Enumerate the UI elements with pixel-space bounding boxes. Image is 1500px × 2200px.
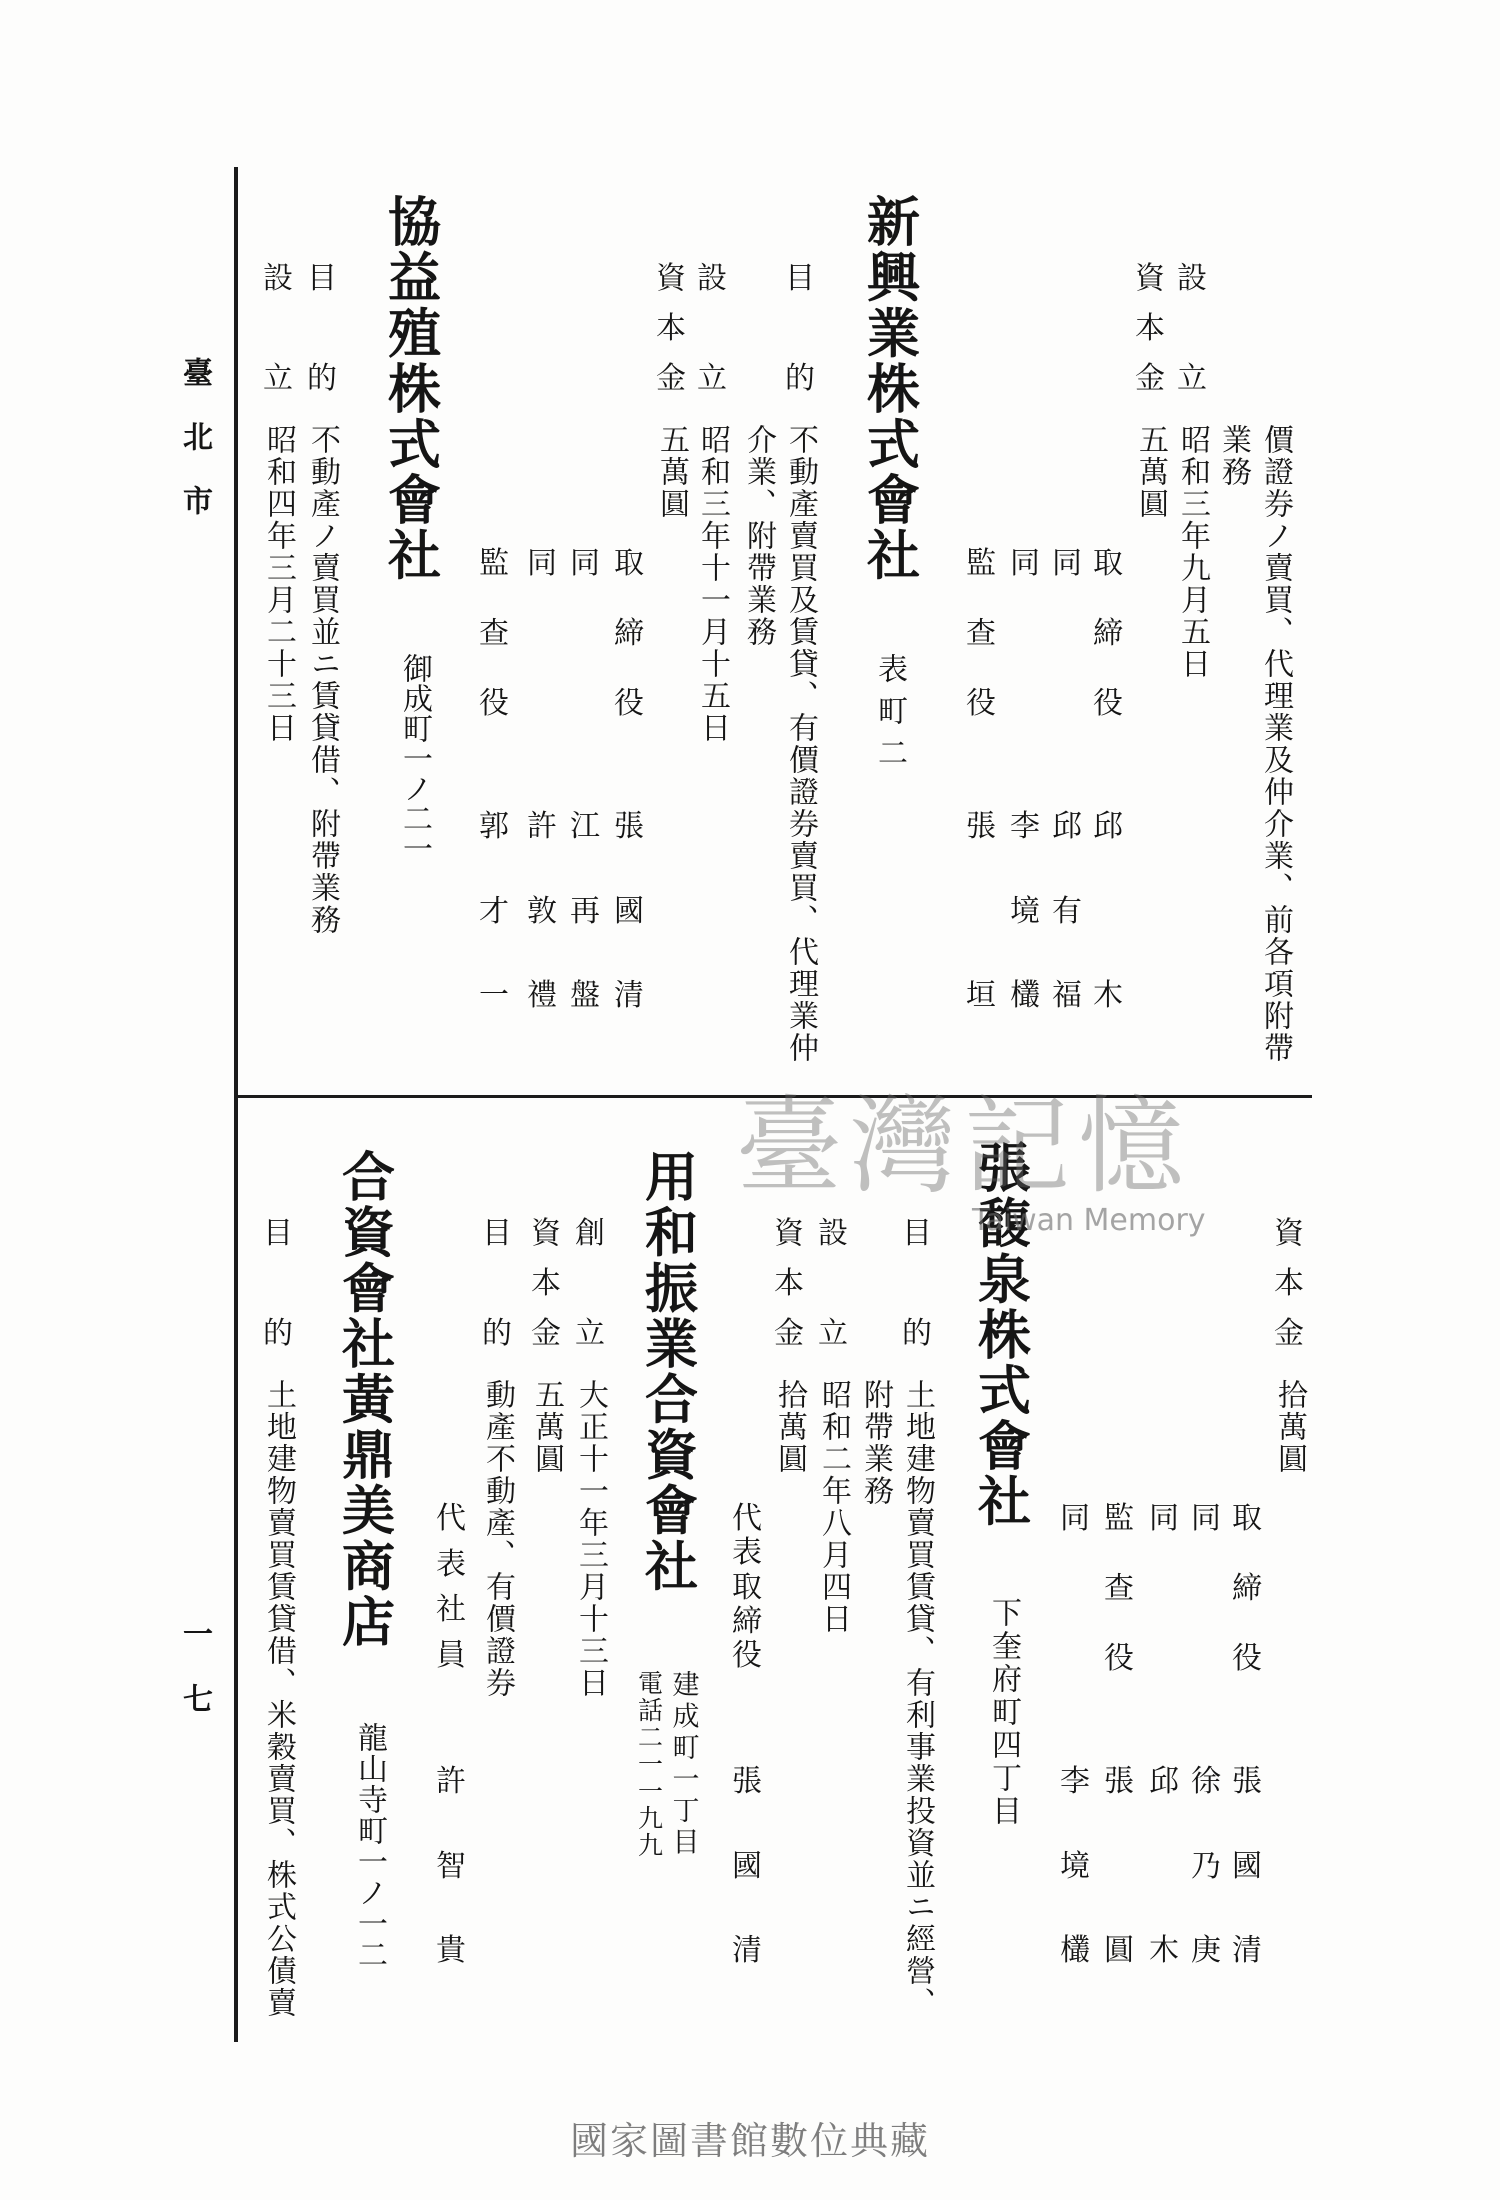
purpose-line: 介業、附帶業務 — [741, 424, 776, 648]
company-name-heading: 合資會社黃鼎美商店 — [333, 1149, 396, 1650]
glyph: 本 — [1274, 1266, 1304, 1301]
glyph: 禮 — [527, 978, 557, 1013]
glyph: 清 — [614, 978, 644, 1013]
glyph: 代 — [732, 1501, 762, 1536]
founded-date: 大正十一年三月十三日 — [573, 1379, 608, 1699]
glyph: 同 — [1149, 1501, 1179, 1536]
capital-amount: 五萬圓 — [1133, 424, 1168, 520]
officer-role — [1059, 1501, 1091, 1674]
glyph: 目 — [307, 261, 337, 296]
officer-name — [1009, 809, 1041, 1013]
capital-amount: 拾萬圓 — [1272, 1379, 1307, 1475]
page-number: 一七 — [177, 1618, 212, 1748]
officer-name — [965, 809, 997, 1013]
officer-role — [1148, 1501, 1180, 1674]
purpose-line: 附帶業務 — [858, 1379, 893, 1507]
glyph: 福 — [1052, 978, 1082, 1013]
glyph: 目 — [902, 1216, 932, 1251]
established-date: 昭和四年三月二十三日 — [261, 424, 296, 744]
officer-role — [478, 546, 510, 721]
glyph: 立 — [575, 1316, 605, 1351]
glyph: 國 — [614, 893, 644, 929]
glyph: 創 — [575, 1216, 605, 1251]
officer-role — [965, 546, 997, 721]
glyph: 同 — [570, 546, 600, 581]
glyph: 查 — [479, 616, 509, 651]
glyph: 役 — [732, 1638, 762, 1673]
glyph: 查 — [1104, 1571, 1134, 1606]
glyph: 立 — [1177, 361, 1207, 396]
officer-name — [1231, 1764, 1263, 1968]
officer-name — [1103, 1764, 1135, 1968]
glyph: 的 — [482, 1316, 512, 1351]
glyph: 役 — [1093, 686, 1123, 721]
glyph: 役 — [1232, 1641, 1262, 1676]
glyph: 木 — [1093, 978, 1123, 1013]
glyph: 本 — [531, 1266, 561, 1301]
watermark-logo-subtitle: Taiwan Memory — [972, 1203, 1206, 1238]
capital-label — [773, 1216, 805, 1351]
glyph: 監 — [479, 546, 509, 581]
purpose-label — [262, 1216, 294, 1351]
established-date: 昭和三年九月五日 — [1175, 424, 1210, 680]
glyph: 李 — [1060, 1764, 1090, 1799]
purpose-line: 不動產ノ賣買並ニ賃貸借、附帶業務 — [305, 424, 340, 936]
footer-collection-credit: 國家圖書館數位典藏 — [569, 2119, 931, 2163]
capital-label — [655, 261, 687, 396]
purpose-label — [901, 1216, 933, 1351]
glyph: 李 — [1010, 809, 1040, 844]
glyph: 金 — [531, 1316, 561, 1351]
glyph: 立 — [263, 361, 293, 396]
glyph: 境 — [1060, 1848, 1090, 1884]
glyph: 資 — [656, 261, 686, 296]
officer-role — [1092, 546, 1124, 721]
officer-role — [1009, 546, 1041, 719]
purpose-line: 不動產賣買及賃貸、有價證券賣買、代理業仲 — [783, 424, 818, 1064]
officer-name — [731, 1764, 763, 1968]
glyph: 乃 — [1191, 1848, 1221, 1884]
officer-name — [1092, 809, 1124, 1013]
glyph: 江 — [570, 809, 600, 844]
glyph: 社 — [436, 1592, 466, 1628]
glyph: 金 — [774, 1316, 804, 1351]
officer-role — [569, 546, 601, 719]
glyph: 欉 — [1060, 1933, 1090, 1968]
glyph: 役 — [966, 686, 996, 721]
glyph: 設 — [818, 1216, 848, 1251]
glyph: 有 — [1052, 893, 1082, 929]
glyph: 本 — [1135, 311, 1165, 346]
company-name-heading: 張馥泉株式會社 — [969, 1140, 1032, 1530]
capital-amount: 拾萬圓 — [772, 1379, 807, 1475]
glyph: 盤 — [570, 978, 600, 1013]
purpose-line: 動產不動產、有價證券 — [480, 1379, 515, 1699]
officer-name — [569, 809, 601, 1013]
capital-label — [1273, 1216, 1305, 1351]
glyph: 的 — [785, 361, 815, 396]
glyph: 役 — [1104, 1641, 1134, 1676]
glyph: 表 — [732, 1535, 762, 1571]
watermark-logo-text: 臺灣記憶 — [736, 1085, 1192, 1208]
officer-name — [613, 809, 645, 1013]
established-date: 昭和三年十一月十五日 — [695, 424, 730, 744]
glyph: 設 — [263, 261, 293, 296]
glyph: 締 — [1093, 616, 1123, 651]
officer-name — [1190, 1764, 1222, 1968]
glyph: 清 — [1232, 1933, 1262, 1968]
capital-amount: 五萬圓 — [654, 424, 689, 520]
glyph: 張 — [614, 809, 644, 844]
glyph: 員 — [436, 1637, 466, 1673]
purpose-continued-line: 業務 — [1216, 424, 1251, 488]
glyph: 目 — [263, 1216, 293, 1251]
purpose-label — [481, 1216, 513, 1351]
glyph: 同 — [1060, 1501, 1090, 1536]
company-name-heading: 新興業株式會社 — [858, 194, 921, 584]
company-address: 建成町一丁目 — [667, 1670, 699, 1859]
glyph: 取 — [1232, 1501, 1262, 1536]
glyph: 目 — [482, 1216, 512, 1251]
officer-role — [731, 1501, 763, 1673]
glyph: 本 — [656, 311, 686, 346]
officer-name — [435, 1764, 467, 1968]
glyph: 查 — [966, 616, 996, 651]
glyph: 監 — [966, 546, 996, 581]
officer-name — [1059, 1764, 1091, 1968]
glyph: 的 — [902, 1316, 932, 1351]
glyph: 垣 — [966, 978, 996, 1013]
glyph: 締 — [732, 1603, 762, 1639]
glyph: 清 — [732, 1933, 762, 1968]
purpose-line: 土地建物賣買賃貸借、米穀賣買、株式公債賣 — [261, 1379, 296, 2019]
purpose-label — [306, 261, 338, 396]
glyph: 再 — [570, 893, 600, 929]
glyph: 敦 — [527, 893, 557, 929]
officer-role — [526, 546, 558, 719]
glyph: 役 — [479, 686, 509, 721]
glyph: 同 — [1052, 546, 1082, 581]
officer-role — [613, 546, 645, 721]
officer-role — [435, 1501, 467, 1673]
glyph: 代 — [436, 1501, 466, 1536]
established-label — [696, 261, 728, 396]
company-address: 御成町一ノ二一 — [397, 653, 432, 863]
glyph: 役 — [614, 686, 644, 721]
glyph: 國 — [732, 1848, 762, 1884]
officer-role — [1103, 1501, 1135, 1676]
glyph: 才 — [479, 893, 509, 929]
glyph: 張 — [966, 809, 996, 844]
glyph: 貴 — [436, 1933, 466, 1968]
company-name-heading: 用和振業合資會社 — [636, 1149, 699, 1594]
capital-label — [1134, 261, 1166, 396]
company-address: 表町二 — [872, 653, 907, 779]
glyph: 張 — [1232, 1764, 1262, 1799]
glyph: 取 — [614, 546, 644, 581]
glyph: 邱 — [1093, 809, 1123, 844]
vertical-rule — [234, 167, 238, 2042]
glyph: 智 — [436, 1848, 466, 1884]
glyph: 國 — [1232, 1848, 1262, 1884]
glyph: 圓 — [1104, 1933, 1134, 1968]
glyph: 徐 — [1191, 1764, 1221, 1799]
established-label — [817, 1216, 849, 1351]
glyph: 境 — [1010, 893, 1040, 929]
glyph: 資 — [531, 1216, 561, 1251]
glyph: 同 — [527, 546, 557, 581]
purpose-line: 土地建物賣買賃貸、有利事業投資並ニ經營、 — [900, 1379, 935, 2019]
purpose-continued-line: 價證券ノ賣買、代理業及仲介業、前各項附帶 — [1258, 424, 1293, 1064]
glyph: 同 — [1191, 1501, 1221, 1536]
glyph: 立 — [818, 1316, 848, 1351]
glyph: 表 — [436, 1546, 466, 1582]
glyph: 資 — [1274, 1216, 1304, 1251]
glyph: 設 — [697, 261, 727, 296]
glyph: 資 — [1135, 261, 1165, 296]
purpose-label — [784, 261, 816, 396]
capital-label — [530, 1216, 562, 1351]
company-address: 下奎府町四丁目 — [986, 1597, 1021, 1828]
capital-amount: 五萬圓 — [529, 1379, 564, 1475]
company-phone: 電話二一一九九 — [634, 1670, 664, 1859]
glyph: 的 — [307, 361, 337, 396]
glyph: 邱 — [1052, 809, 1082, 844]
glyph: 許 — [527, 809, 557, 844]
glyph: 金 — [1135, 361, 1165, 396]
glyph: 郭 — [479, 809, 509, 844]
glyph: 許 — [436, 1764, 466, 1799]
officer-role — [1231, 1501, 1263, 1676]
glyph: 立 — [697, 361, 727, 396]
glyph: 監 — [1104, 1501, 1134, 1536]
running-header-city: 臺北市 — [177, 357, 212, 549]
established-label — [262, 261, 294, 396]
glyph: 邱 — [1149, 1764, 1179, 1799]
glyph: 目 — [785, 261, 815, 296]
officer-name — [478, 809, 510, 1013]
officer-name — [526, 809, 558, 1013]
officer-role — [1190, 1501, 1222, 1674]
glyph: 本 — [774, 1266, 804, 1301]
glyph: 一 — [479, 978, 509, 1013]
glyph: 設 — [1177, 261, 1207, 296]
established-date: 昭和二年八月四日 — [816, 1379, 851, 1635]
glyph: 庚 — [1191, 1933, 1221, 1968]
glyph: 資 — [774, 1216, 804, 1251]
founded-label — [574, 1216, 606, 1351]
glyph: 締 — [1232, 1571, 1262, 1606]
company-name-heading: 協益殖株式會社 — [379, 194, 442, 584]
glyph: 取 — [732, 1569, 762, 1605]
officer-name — [1148, 1764, 1180, 1968]
glyph: 木 — [1149, 1933, 1179, 1968]
officer-role — [1051, 546, 1083, 719]
glyph: 張 — [732, 1764, 762, 1799]
company-address: 龍山寺町一ノ一二 — [352, 1722, 387, 1970]
glyph: 同 — [1010, 546, 1040, 581]
glyph: 金 — [1274, 1316, 1304, 1351]
established-label — [1176, 261, 1208, 396]
glyph: 的 — [263, 1316, 293, 1351]
glyph: 締 — [614, 616, 644, 651]
glyph: 張 — [1104, 1764, 1134, 1799]
glyph: 取 — [1093, 546, 1123, 581]
officer-name — [1051, 809, 1083, 1013]
glyph: 金 — [656, 361, 686, 396]
glyph: 欉 — [1010, 978, 1040, 1013]
